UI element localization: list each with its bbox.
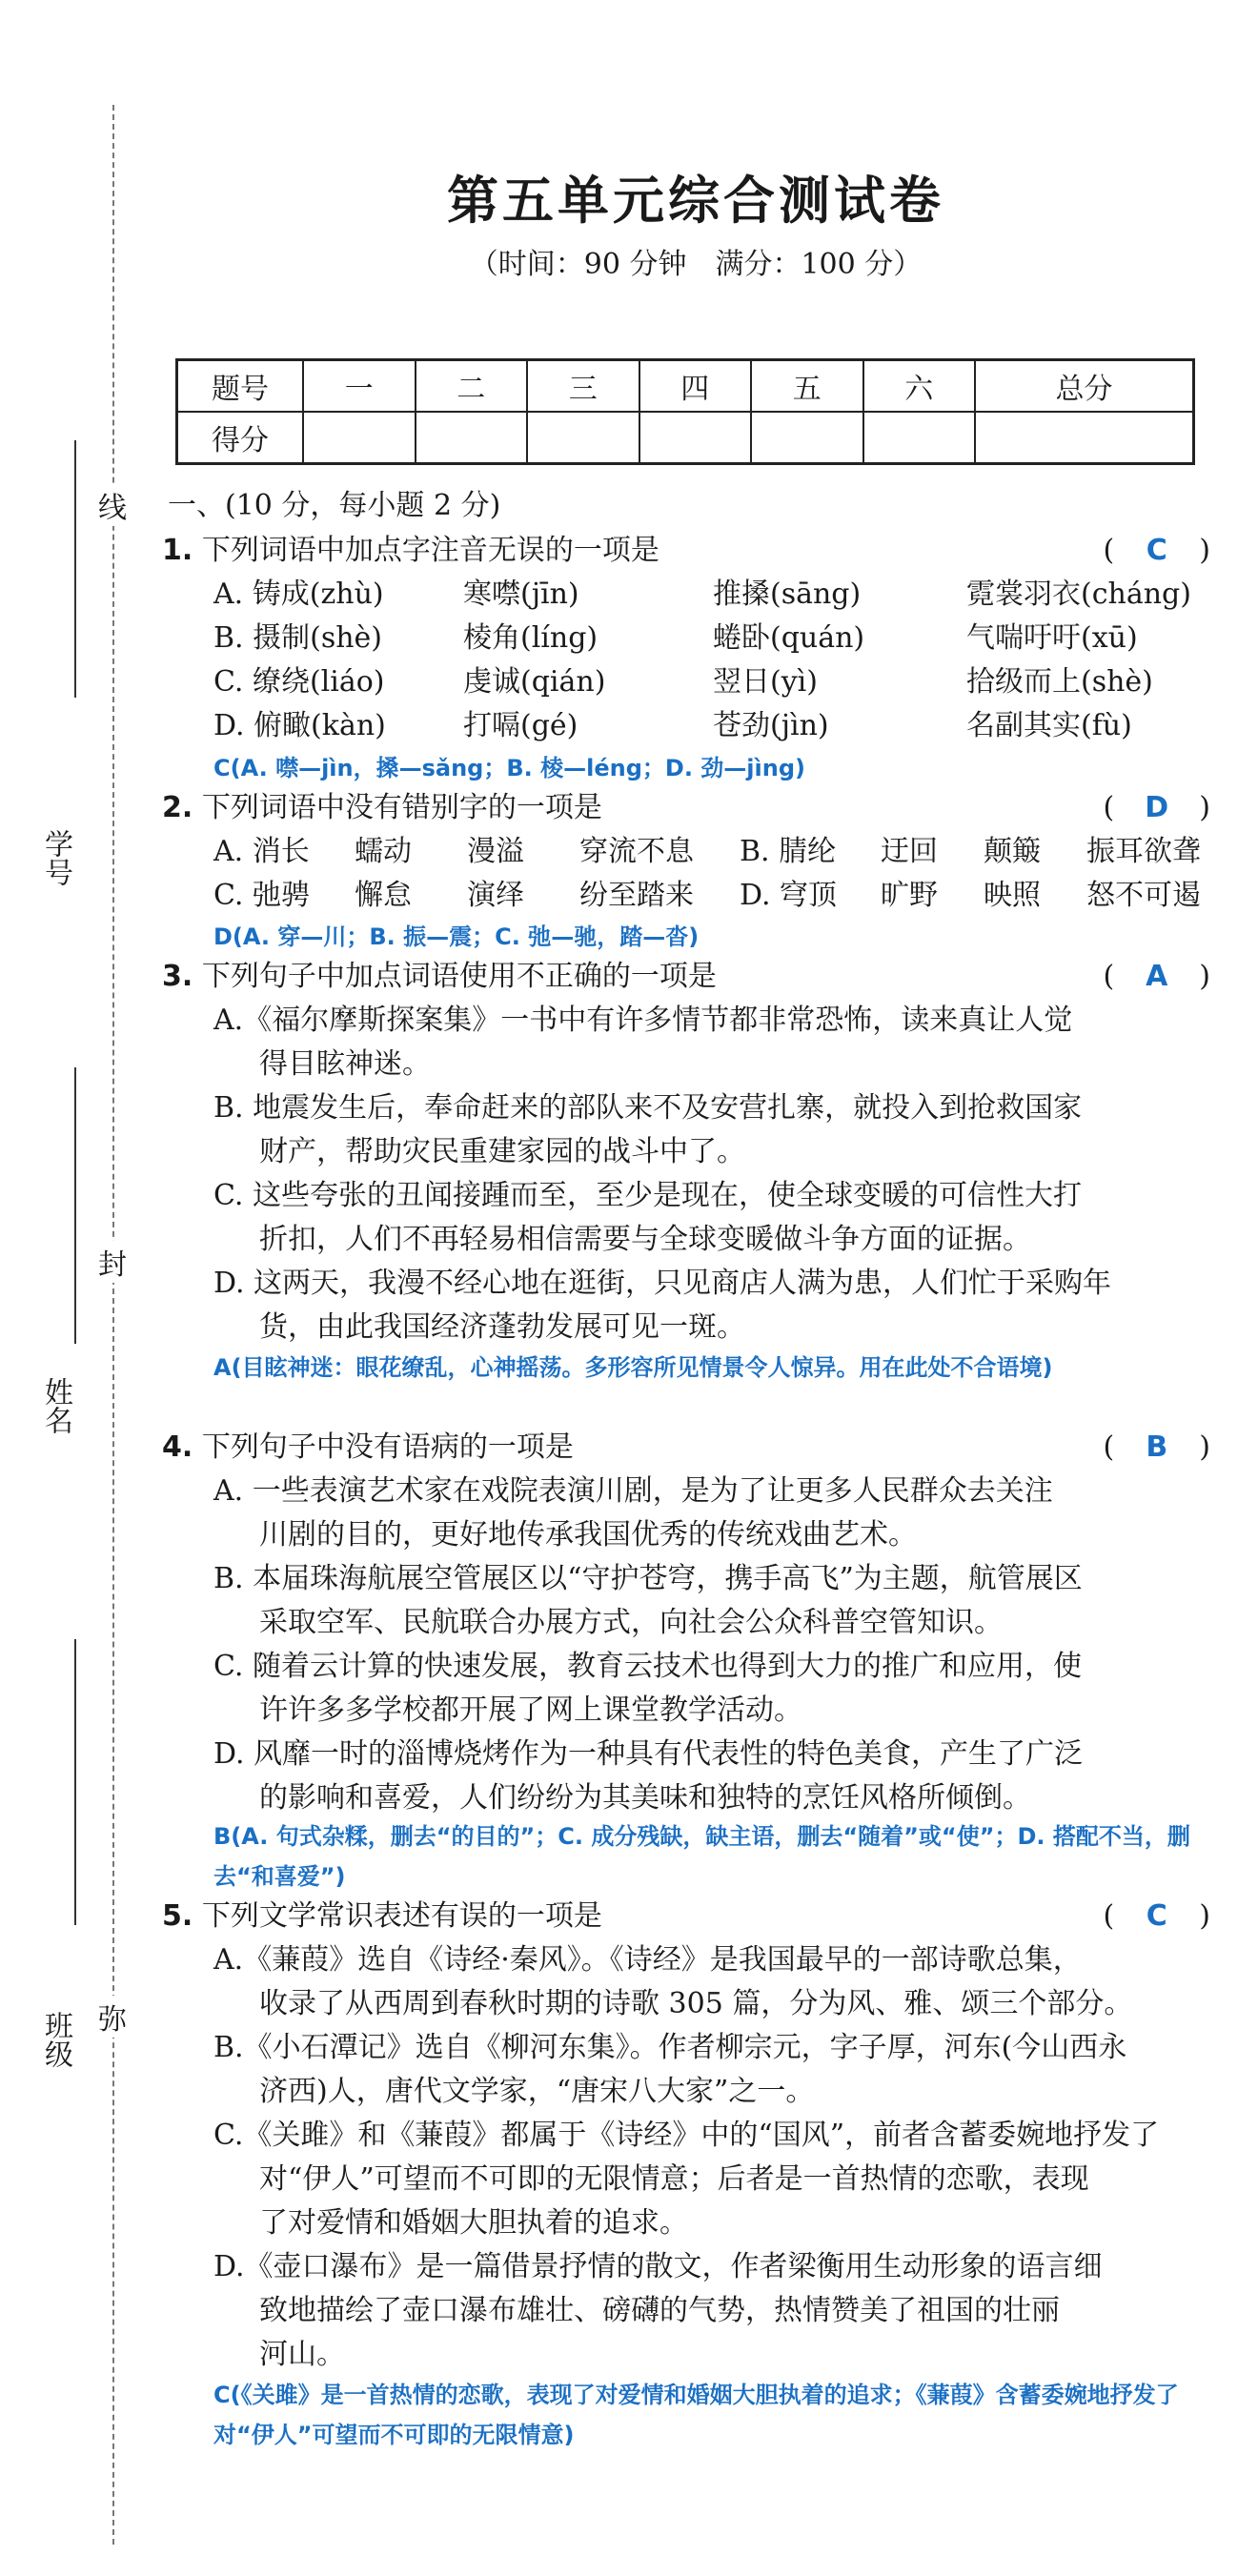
option-row (213, 617, 1258, 660)
answer-explanation: C(《关雎》是一首热情的恋歌，表现了对爱情和婚姻大胆执着的追求；《蒹葭》含蓄委婉地抒发了对“伊人”可望而不可即的无限情意) (213, 2382, 1179, 2448)
q4-option-d (213, 1733, 1214, 1820)
option-line: 济西)人，唐代文学家，“唐宋八大家”之一。 (259, 2075, 815, 2108)
option-item: D. 穹顶 (740, 879, 838, 912)
score-input-cell[interactable] (527, 412, 639, 464)
score-input-cell[interactable] (303, 412, 416, 464)
question-number: 2. (162, 791, 193, 824)
answer-choice: C (1146, 1899, 1167, 1933)
option-line: C. 这些夸张的丑闻接踵而至，至少是现在，使全球变暖的可信性大打 (213, 1179, 1082, 1212)
student-id-label: 学号 (39, 829, 72, 886)
option-item: D. 俯瞰(kàn) (213, 709, 386, 742)
score-header-cell: 六 (863, 360, 976, 413)
answer-bracket: ( C ) (1104, 529, 1211, 573)
option-item: 纷至踏来 (579, 879, 694, 912)
option-item: 打嗝(gé) (463, 709, 578, 742)
option-line: 许许多多学校都开展了网上课堂教学活动。 (259, 1694, 802, 1727)
option-item: C. 弛骋 (213, 879, 310, 912)
option-line: D. 这两天，我漫不经心地在逛街，只见商店人满为患，人们忙于采购年 (213, 1267, 1112, 1300)
page-title: 第五单元综合测试卷 (447, 170, 944, 231)
option-line: C. 随着云计算的快速发展，教育云技术也得到大力的推广和应用，使 (213, 1650, 1082, 1683)
option-line: 财产，帮助灾民重建家园的战斗中了。 (259, 1135, 745, 1168)
question-number: 4. (162, 1430, 193, 1464)
answer-explanation: A(目眩神迷：眼花缭乱，心神摇荡。多形容所见情景令人惊异。用在此处不合语境) (213, 1354, 1053, 1381)
option-item: 懈怠 (355, 879, 412, 912)
question-number: 1. (162, 534, 193, 567)
binding-mark-seal: 封 (95, 1241, 130, 1283)
binding-mark-line: 线 (95, 484, 130, 526)
answer-bracket: ( A ) (1104, 955, 1211, 999)
question-3 (162, 955, 1210, 999)
option-item: 迂回 (881, 835, 938, 868)
option-item: B. 摄制(shè) (213, 621, 382, 655)
q4-option-b (213, 1557, 1214, 1645)
option-line: 川剧的目的，更好地传承我国优秀的传统戏曲艺术。 (259, 1518, 917, 1552)
score-header-cell: 总分 (975, 360, 1194, 413)
option-row (213, 704, 1258, 748)
answer-choice: B (1146, 1430, 1168, 1464)
option-line: A.《蒹葭》选自《诗经·秦风》。《诗经》是我国最早的一部诗歌总集， (213, 1943, 1082, 1977)
option-item: 翌日(yì) (713, 665, 818, 699)
option-item: 棱角(líng) (463, 621, 599, 655)
option-row (213, 874, 1258, 918)
option-line: 采取空军、民航联合办展方式，向社会公众科普空管知识。 (259, 1606, 1003, 1639)
q5-option-b (213, 2026, 1214, 2114)
score-header-cell: 五 (751, 360, 863, 413)
option-line: B.《小石潭记》选自《柳河东集》。作者柳宗元，字子厚，河东(今山西永 (213, 2031, 1127, 2064)
score-input-cell[interactable] (639, 412, 752, 464)
name-underline (74, 1067, 76, 1344)
option-item: B. 腈纶 (740, 835, 837, 868)
option-item: 气喘吁吁(xū) (966, 621, 1138, 655)
option-item: 虔诚(qián) (463, 665, 606, 699)
q3-option-d (213, 1262, 1214, 1349)
option-line: D. 风靡一时的淄博烧烤作为一种具有代表性的特色美食，产生了广泛 (213, 1737, 1084, 1771)
q4-option-c (213, 1645, 1214, 1733)
binding-margin (0, 0, 172, 2576)
option-line: 对“伊人”可望而不可即的无限情意；后者是一首热情的恋歌，表现 (259, 2162, 1089, 2196)
score-header-cell: 三 (527, 360, 639, 413)
score-input-cell[interactable] (975, 412, 1194, 464)
q5-option-d (213, 2245, 1214, 2377)
option-line: A. 一些表演艺术家在戏院表演川剧，是为了让更多人民群众去关注 (213, 1474, 1053, 1508)
answer-explanation: D(A. 穿—川；B. 振—震；C. 弛—驰，踏—沓) (213, 923, 700, 950)
option-item: 振耳欲聋 (1086, 835, 1201, 868)
binding-mark-mi: 弥 (95, 1996, 130, 2038)
q3-option-b (213, 1086, 1214, 1174)
class-underline (74, 1639, 76, 1925)
option-item: 苍劲(jìn) (713, 709, 829, 742)
option-item: 寒噤(jīn) (463, 578, 579, 611)
answer-bracket: ( B ) (1104, 1426, 1211, 1470)
answer-explanation: B(A. 句式杂糅，删去“的目的”；C. 成分残缺，缺主语，删去“随着”或“使”；D. 搭配不当，删去“和喜爱”) (213, 1823, 1190, 1890)
answer-explanation: C(A. 噤—jìn，搡—sǎng；B. 棱—léng；D. 劲—jìng) (213, 755, 805, 781)
class-label: 班级 (39, 2011, 72, 2068)
question-stem: 下列词语中没有错别字的一项是 (201, 791, 602, 824)
option-row (213, 573, 1258, 617)
option-line: B. 地震发生后，奉命赶来的部队来不及安营扎寨，就投入到抢救国家 (213, 1091, 1083, 1125)
question-stem: 下列句子中加点词语使用不正确的一项是 (201, 960, 717, 993)
option-item: 穿流不息 (579, 835, 694, 868)
option-line: C.《关雎》和《蒹葭》都属于《诗经》中的“国风”，前者含蓄委婉地抒发了 (213, 2119, 1160, 2152)
score-table-score-row (177, 412, 1194, 464)
option-line: A.《福尔摩斯探案集》一书中有许多情节都非常恐怖，读来真让人觉 (213, 1004, 1073, 1037)
binding-dashed-line (112, 105, 114, 2545)
question-number: 3. (162, 960, 193, 993)
question-number: 5. (162, 1899, 193, 1933)
score-header-cell: 四 (639, 360, 752, 413)
option-item: 拾级而上(shè) (966, 665, 1153, 699)
score-table-header-row (177, 360, 1194, 413)
option-item: A. 铸成(zhù) (213, 578, 384, 611)
option-row (213, 660, 1258, 704)
score-table (175, 358, 1195, 465)
question-4 (162, 1426, 1210, 1470)
option-item: 蜷卧(quán) (713, 621, 865, 655)
option-item: 演绎 (467, 879, 524, 912)
option-line: 折扣，人们不再轻易相信需要与全球变暖做斗争方面的证据。 (259, 1223, 1031, 1256)
q4-option-a (213, 1470, 1214, 1557)
option-row (213, 830, 1258, 874)
answer-bracket: ( D ) (1104, 786, 1211, 830)
answer-choice: A (1146, 960, 1168, 993)
score-input-cell[interactable] (863, 412, 976, 464)
score-input-cell[interactable] (751, 412, 863, 464)
option-item: A. 消长 (213, 835, 310, 868)
answer-choice: C (1146, 534, 1167, 567)
q5-option-a (213, 1938, 1214, 2026)
q5-option-c (213, 2114, 1214, 2245)
answer-bracket: ( C ) (1104, 1895, 1211, 1938)
option-item: 推搡(sāng) (713, 578, 862, 611)
question-stem: 下列文学常识表述有误的一项是 (201, 1899, 602, 1933)
score-header-cell: 二 (416, 360, 528, 413)
option-line: 收录了从西周到春秋时期的诗歌 305 篇，分为风、雅、颂三个部分。 (259, 1987, 1133, 2020)
option-item: 名副其实(fù) (966, 709, 1132, 742)
question-stem: 下列句子中没有语病的一项是 (201, 1430, 574, 1464)
option-item: 漫溢 (467, 835, 524, 868)
option-line: 致地描绘了壶口瀑布雄壮、磅礴的气势，热情赞美了祖国的壮丽 (259, 2294, 1060, 2327)
option-line: 了对爱情和婚姻大胆执着的追求。 (259, 2206, 688, 2240)
option-item: 映照 (984, 879, 1041, 912)
q3-option-c (213, 1174, 1214, 1262)
option-item: 霓裳羽衣(cháng) (966, 578, 1191, 611)
option-item: 颠簸 (984, 835, 1041, 868)
section-heading: 一、(10 分，每小题 2 分) (168, 489, 501, 522)
question-1 (162, 529, 1210, 573)
question-5 (162, 1895, 1210, 1938)
question-stem: 下列词语中加点字注音无误的一项是 (201, 534, 659, 567)
q1-options (213, 573, 1258, 748)
answer-choice: D (1145, 791, 1169, 824)
question-2 (162, 786, 1210, 830)
option-line: D.《壶口瀑布》是一篇借景抒情的散文，作者梁衡用生动形象的语言细 (213, 2250, 1103, 2283)
name-label: 姓名 (39, 1377, 72, 1434)
option-item: C. 缭绕(liáo) (213, 665, 385, 699)
option-line: 货，由此我国经济蓬勃发展可见一斑。 (259, 1310, 745, 1344)
score-header-cell: 一 (303, 360, 416, 413)
option-line: 的影响和喜爱，人们纷纷为其美味和独特的烹饪风格所倾倒。 (259, 1781, 1031, 1815)
option-line: B. 本届珠海航展空管展区以“守护苍穹，携手高飞”为主题，航管展区 (213, 1562, 1083, 1595)
score-header-cell: 题号 (177, 360, 304, 413)
q2-options (213, 830, 1258, 918)
option-item: 蠕动 (355, 835, 412, 868)
student-id-underline (74, 440, 76, 698)
page-subtitle: （时间：90 分钟 满分：100 分） (469, 248, 923, 281)
option-item: 怒不可遏 (1086, 879, 1201, 912)
option-item: 旷野 (881, 879, 938, 912)
option-line: 河山。 (259, 2338, 345, 2371)
option-line: 得目眩神迷。 (259, 1047, 431, 1081)
score-input-cell[interactable] (416, 412, 528, 464)
score-row-label: 得分 (177, 412, 304, 464)
q3-option-a (213, 999, 1214, 1086)
